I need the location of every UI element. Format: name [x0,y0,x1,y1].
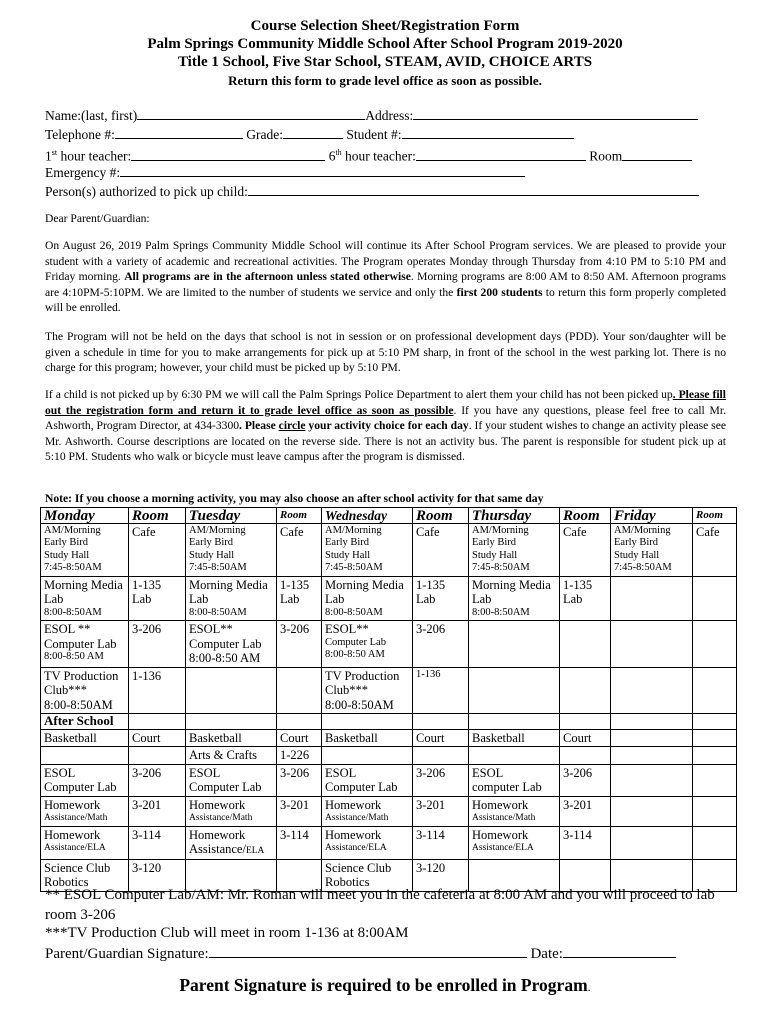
tue-arts-crafts-room: 1-226 [277,747,322,765]
thu-homework-math-room: 3-201 [560,796,611,826]
thu-basketball[interactable]: Basketball [469,729,560,747]
tue-esol-am-room: 3-206 [277,621,322,668]
tuesday-header: Tuesday [186,508,277,524]
wed-early-bird-room: Cafe [413,523,469,576]
thu-homework-ela-room: 3-114 [560,826,611,859]
tue-empty-cell [186,667,277,714]
early-bird-row [41,523,737,576]
mon-esol-pm-room: 3-206 [129,764,186,796]
name-address-row [45,105,698,124]
p1-bold-first-200: first 200 students [456,285,543,299]
fri-empty-room [693,621,737,668]
media-lab-row [41,576,737,621]
wed-tv-production[interactable]: TV Production Club*** 8:00-8:50AM [322,667,413,714]
paragraph-police-instructions [45,387,726,465]
wed-homework-ela[interactable]: Homework Assistance/ELA [322,826,413,859]
tue-media-lab[interactable]: Morning Media Lab 8:00-8:50AM [186,576,277,621]
wed-early-bird[interactable]: AM/Morning Early Bird Study Hall 7:45-8:50AM [322,523,413,576]
thu-homework-math[interactable]: Homework Assistance/Math [469,796,560,826]
emergency-row [45,162,525,181]
thursday-header: Thursday [469,508,560,524]
thu-esol-pm[interactable]: ESOL computer Lab [469,764,560,796]
arts-crafts-row [41,747,737,765]
tv-production-row [41,667,737,714]
pickup-label: Person(s) authorized to pick up child: [45,184,248,199]
tue-homework-ela-room: 3-114 [277,826,322,859]
wed-science-club-room: 3-120 [413,859,469,891]
p3-bold-fill-out: . Please fill out the registration form and return it to grade level office as soon as possible [45,388,726,417]
p3-text-a: If a child is not picked up by 6:30 PM we will call the Palm Springs Police Department to alert them your child has not been picked up [45,388,673,401]
salutation: Dear Parent/Guardian: [45,212,150,225]
fri-empty-room [693,667,737,714]
schedule-header-row [41,508,737,524]
tue-homework-math-room: 3-201 [277,796,322,826]
room-field[interactable] [622,146,692,161]
mon-tv-production-room: 1-136 [129,667,186,714]
tue-homework-math[interactable]: Homework Assistance/Math [186,796,277,826]
mon-early-bird-room: Cafe [129,523,186,576]
signature-label: Parent/Guardian Signature: [45,946,209,962]
friday-header: Friday [611,508,693,524]
p3-bold-please: . Please [239,419,279,432]
fri-early-bird-room: Cafe [693,523,737,576]
tue-basketball-room: Court [277,729,322,747]
first-hour-number: 1 [45,148,52,164]
esol-pm-row [41,764,737,796]
thursday-room-header: Room [560,508,611,524]
grade-field[interactable] [283,124,343,139]
paragraph-schedule-pickup: The Program will not be held on the days that school is not in session or on professional development days (PDD). Your son/daughter will be given a schedule in time for you to make arrangements for pick up at 5:10 PM sharp, in front of the school in the west parking lot. There is no charge for this program; however, your child must be picked up by 5:10 PM. [45,330,726,374]
homework-math-row [41,796,737,826]
emergency-field[interactable] [120,162,525,177]
address-field[interactable] [413,105,698,120]
sixth-hour-number: 6 [328,148,336,164]
thu-empty-cell [469,621,560,668]
p1-text-e: to return this form properly completed will be enrolled. [45,285,726,314]
name-field[interactable] [137,105,365,120]
mon-homework-ela[interactable]: Homework Assistance/ELA [41,826,129,859]
morning-activity-note: Note: If you choose a morning activity, you may also choose an after school activity for that same day [45,492,544,505]
signature-required-text: Parent Signature is required to be enrolled in Program [179,975,588,995]
p1-text-a: On August 26, 2019 Palm Springs Community Middle School will continue its After School Program services. We are pleased to provide your student with a variety of academic and recreational activities. The Program operates Monday through Thursday from 4:10 PM to 5:10 PM and Friday morning. [45,239,726,283]
fri-empty-cell [611,576,693,621]
signature-row [45,941,735,964]
sixth-hour-suffix: th [335,148,342,157]
pickup-row [45,181,699,200]
return-instruction: Return this form to grade level office as soon as possible. [228,73,542,88]
activity-schedule-table [40,507,737,892]
fri-empty-cell [611,667,693,714]
telephone-field[interactable] [115,124,243,139]
wed-basketball-room: Court [413,729,469,747]
wed-media-lab[interactable]: Morning Media Lab 8:00-8:50AM [322,576,413,621]
form-title: Course Selection Sheet/Registration Form [250,18,520,34]
esol-footnote: ** ESOL Computer Lab/AM: Mr. Roman will meet you in the cafeteria at 8:00 AM and you will proceed to lab room 3-206 [45,887,715,923]
name-label: Name:(last, first) [45,108,138,123]
wed-homework-math[interactable]: Homework Assistance/Math [322,796,413,826]
signature-required-notice [0,975,770,996]
thu-empty-room [560,621,611,668]
wednesday-room-header: Room [413,508,469,524]
wed-homework-ela-room: 3-114 [413,826,469,859]
signature-required-period: . [587,980,591,994]
date-label: Date: [530,946,563,962]
p1-text-c: . Morning programs are 8:00 AM to 8:50 AM. Afternoon programs are 4:10PM-5:10PM. We are limited to the number of students we service and only the [45,270,726,299]
tue-empty-room [277,667,322,714]
mon-media-lab[interactable]: Morning Media Lab 8:00-8:50AM [41,576,129,621]
mon-tv-production[interactable]: TV Production Club*** 8:00-8:50AM [41,667,129,714]
tue-media-lab-room: 1-135 Lab [277,576,322,621]
grade-label: Grade: [246,127,284,142]
p3-bold-choice: your activity choice for each day [305,419,469,432]
mon-esol-am-room: 3-206 [129,621,186,668]
tue-esol-pm-room: 3-206 [277,764,322,796]
thu-basketball-room: Court [560,729,611,747]
first-hour-suffix: st [51,148,58,157]
p3-text-c: . If you have any questions, please feel free to call Mr. Ashworth, Program Director, at 434-3300 [45,403,726,432]
basketball-row [41,729,737,747]
teacher-row [45,143,692,162]
sixth-hour-teacher-field[interactable] [416,146,586,161]
mon-esol-am[interactable]: ESOL ** Computer Lab 8:00-8:50 AM [41,621,129,668]
friday-room-header: Room [693,508,737,524]
thu-esol-pm-room: 3-206 [560,764,611,796]
after-school-heading: After School [41,714,129,730]
fri-early-bird[interactable]: AM/Morning Early Bird Study Hall 7:45-8:50AM [611,523,693,576]
mon-basketball-room: Court [129,729,186,747]
thu-empty-room [560,667,611,714]
wed-esol-am[interactable]: ESOL** Computer Lab 8:00-8:50 AM [322,621,413,668]
homework-ela-row [41,826,737,859]
student-number-label: Student #: [346,127,402,142]
tue-arts-crafts[interactable]: Arts & Crafts [186,747,277,765]
thu-media-lab[interactable]: Morning Media Lab 8:00-8:50AM [469,576,560,621]
mon-homework-math-room: 3-201 [129,796,186,826]
wed-homework-math-room: 3-201 [413,796,469,826]
thu-empty-cell [469,667,560,714]
wed-esol-am-room: 3-206 [413,621,469,668]
tue-early-bird[interactable]: AM/Morning Early Bird Study Hall 7:45-8:50AM [186,523,277,576]
telephone-label: Telephone #: [45,127,115,142]
fri-empty-cell [611,621,693,668]
after-school-header-row [41,714,737,730]
tuesday-room-header: Room [277,508,322,524]
paragraph-program-intro [45,238,726,316]
thu-early-bird-room: Cafe [560,523,611,576]
tue-esol-pm[interactable]: ESOL Computer Lab [186,764,277,796]
date-field[interactable] [563,941,676,958]
monday-header: Monday [41,508,129,524]
pickup-field[interactable] [248,181,699,196]
school-program-title: Palm Springs Community Middle School After School Program 2019-2020 [147,36,623,52]
signature-field[interactable] [209,941,527,958]
tue-basketball[interactable]: Basketball [186,729,277,747]
address-label: Address: [365,108,414,123]
wed-tv-production-room: 1-136 [413,667,469,714]
tue-early-bird-room: Cafe [277,523,322,576]
tue-esol-am[interactable]: ESOL** Computer Lab 8:00-8:50 AM [186,621,277,668]
mon-homework-ela-room: 3-114 [129,826,186,859]
thu-homework-ela[interactable]: Homework Assistance/ELA [469,826,560,859]
thu-early-bird[interactable]: AM/Morning Early Bird Study Hall 7:45-8:50AM [469,523,560,576]
fri-empty-room [693,576,737,621]
mon-basketball[interactable]: Basketball [41,729,129,747]
wed-science-club[interactable]: Science Club Robotics [322,859,413,891]
mon-early-bird[interactable]: AM/Morning Early Bird Study Hall 7:45-8:50AM [41,523,129,576]
p3-text-g: . If your student wishes to change an activity please see Mr. Ashworth. Course descriptions are located on the reverse side. There is not an activity bus. The parent is responsible for student pick up at 5:10 PM. Students who walk or bicycle must leave campus after the program is dismissed. [45,419,726,463]
room-label: Room [589,148,623,164]
sixth-hour-label: hour teacher: [341,148,416,164]
esol-am-row [41,621,737,668]
wed-media-lab-room: 1-135 Lab [413,576,469,621]
mon-media-lab-room: 1-135 Lab [129,576,186,621]
tue-homework-ela[interactable]: Homework Assistance/ELA [186,826,277,859]
mon-esol-pm[interactable]: ESOL Computer Lab [41,764,129,796]
monday-room-header: Room [129,508,186,524]
mon-homework-math[interactable]: Homework Assistance/Math [41,796,129,826]
p3-bold-circle: circle [278,419,306,432]
wed-basketball[interactable]: Basketball [322,729,413,747]
wed-esol-pm-room: 3-206 [413,764,469,796]
first-hour-teacher-field[interactable] [131,146,325,161]
mon-science-club-room: 3-120 [129,859,186,891]
wed-esol-pm[interactable]: ESOL Computer Lab [322,764,413,796]
first-hour-label: hour teacher: [57,148,132,164]
mon-science-club[interactable]: Science Club Robotics [41,859,129,891]
wednesday-header: Wednesday [322,508,413,524]
student-number-field[interactable] [402,124,574,139]
thu-media-lab-room: 1-135 Lab [560,576,611,621]
tv-footnote: ***TV Production Club will meet in room 1-136 at 8:00AM [45,925,409,941]
telephone-row [45,124,574,143]
emergency-label: Emergency #: [45,165,121,180]
p1-bold-afternoon: All programs are in the afternoon unless stated otherwise [124,270,411,283]
school-designations: Title 1 School, Five Star School, STEAM, AVID, CHOICE ARTS [177,54,593,70]
